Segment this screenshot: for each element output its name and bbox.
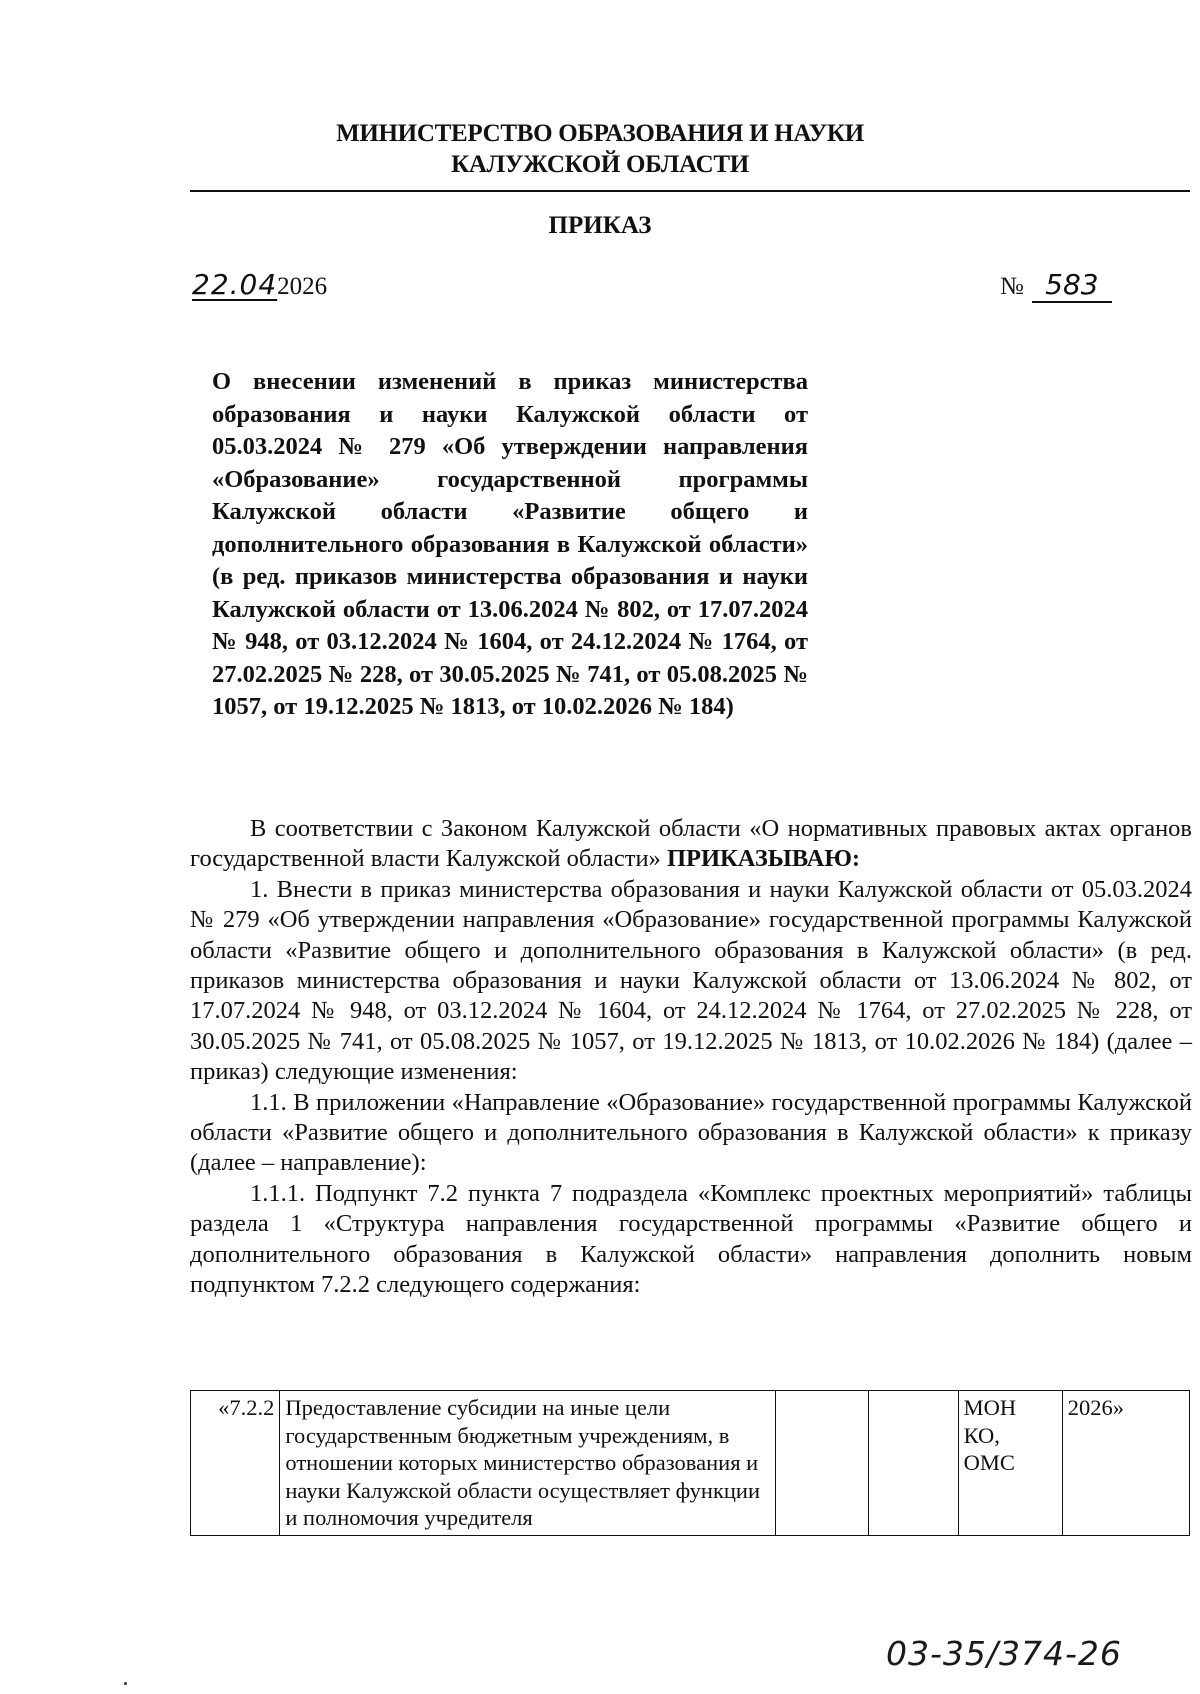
order-body <box>190 814 1192 1301</box>
preamble-text: В соответствии с Законом Калужской области «О нормативных правовых актах органов государственной власти Калужской области» <box>190 815 1192 873</box>
ministry-name-line1: МИНИСТЕРСТВО ОБРАЗОВАНИЯ И НАУКИ <box>336 120 864 147</box>
row-description-cell: Предоставление субсидии на иные цели государственным бюджетным учреждениям, в отношении которых министерство образования и науки Калужской области осуществляет функции и полномочия учредителя <box>280 1391 775 1536</box>
row-number-cell: «7.2.2 <box>191 1391 280 1536</box>
row-empty-cell-2 <box>869 1391 958 1536</box>
header-divider <box>190 190 1190 192</box>
registration-stamp: 03-35/374-26 <box>886 1634 1122 1673</box>
document-number <box>1000 268 1112 303</box>
number-label: № <box>1000 273 1024 300</box>
handwritten-date: 22.04 <box>192 268 278 301</box>
ministry-name <box>0 118 1200 180</box>
ministry-name-line2: КАЛУЖСКОЙ ОБЛАСТИ <box>451 151 749 178</box>
paragraph-1: 1. Внести в приказ министерства образования и науки Калужской области от 05.03.2024 № 279 «Об утверждении направления «Образование» государственной программы Калужской области «Развитие общего и дополнительного образования в Калужской области» (в ред. приказов министерства образования и науки Калужской области от 13.06.2024 № 802, от 17.07.2024 № 948, от 03.12.2024 № 1604, от 24.12.2024 № 1764, от 27.02.2025 № 228, от 30.05.2025 № 741, от 05.08.2025 № 1057, от 19.12.2025 № 1813, от 10.02.2026 № 184) (далее – приказ) следующие изменения: <box>190 875 1192 1086</box>
table-row <box>191 1391 1190 1536</box>
amendment-table <box>190 1390 1190 1536</box>
row-year-cell: 2026» <box>1062 1391 1189 1536</box>
order-keyword: ПРИКАЗЫВАЮ: <box>666 845 861 873</box>
paragraph-1-1: 1.1. В приложении «Направление «Образование» государственной программы Калужской области «Развитие общего и дополнительного образования в Калужской области» к приказу (далее – направление): <box>190 1088 1192 1177</box>
preamble-paragraph <box>190 814 1192 875</box>
handwritten-number: 583 <box>1032 268 1112 303</box>
order-subject: О внесении изменений в приказ министерства образования и науки Калужской области от 05.03.2024 № 279 «Об утверждении направления «Образование» государственной программы Калужской области «Развитие общего и дополнительного образования в Калужской области» (в ред. приказов министерства образования и науки Калужской области от 13.06.2024 № 802, от 17.07.2024 № 948, от 03.12.2024 № 1604, от 24.12.2024 № 1764, от 27.02.2025 № 228, от 30.05.2025 № 741, от 05.08.2025 № 1057, от 19.12.2025 № 1813, от 10.02.2026 № 184) <box>212 368 808 720</box>
row-executor-cell: МОН КО, ОМС <box>958 1391 1062 1536</box>
scan-speck <box>124 1682 127 1685</box>
date-year: 2026 <box>277 273 328 300</box>
row-empty-cell-1 <box>775 1391 869 1536</box>
paragraph-1-1-1: 1.1.1. Подпункт 7.2 пункта 7 подраздела «Комплекс проектных мероприятий» таблицы раздела 1 «Структура направления государственной программы «Развитие общего и дополнительного образования в Калужской области» направления дополнить новым подпунктом 7.2.2 следующего содержания: <box>190 1179 1192 1299</box>
document-type: ПРИКАЗ <box>548 212 652 239</box>
document-date <box>192 268 327 301</box>
